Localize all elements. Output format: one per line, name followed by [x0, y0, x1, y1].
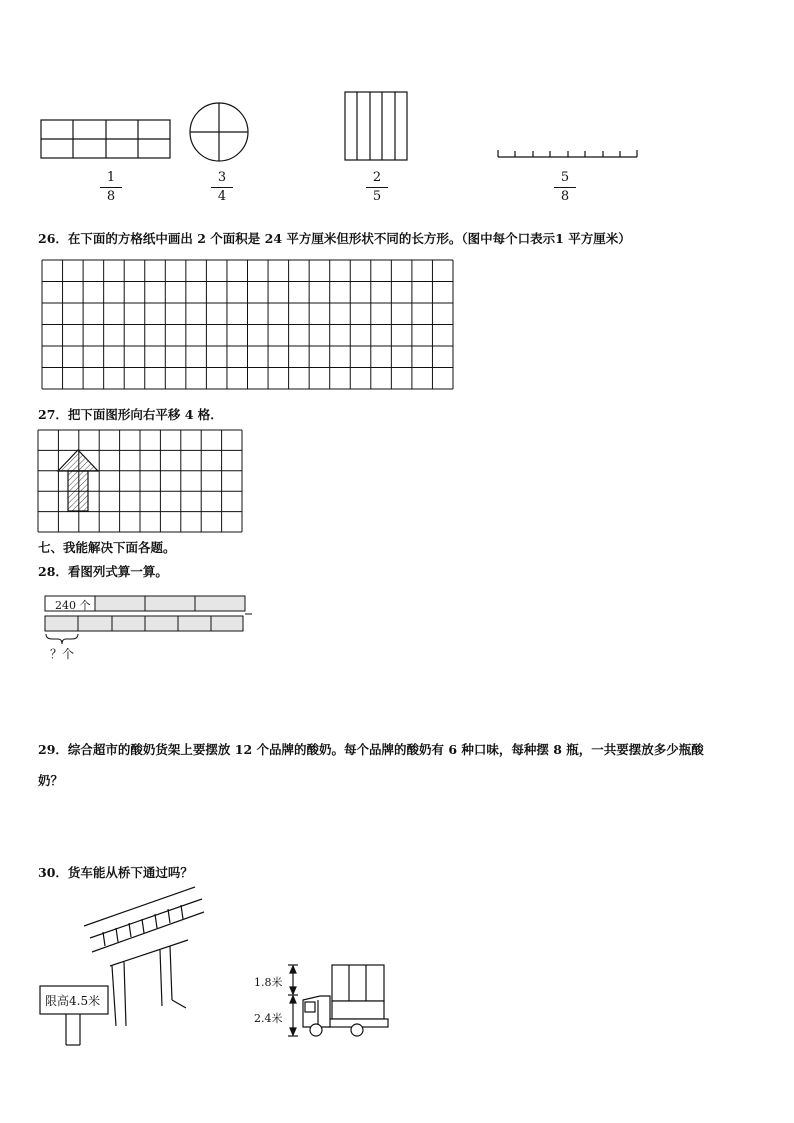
height-limit-sign: 限高4.5米 [45, 994, 101, 1008]
question-29-text-line2: 奶？ [38, 773, 64, 788]
question-26-text: 26．在下面的方格纸中画出 2 个面积是 24 平方厘米但形状不同的长方形。（图中每个口表示1 平方厘米） [38, 231, 631, 246]
fraction-denominator: 8 [106, 189, 116, 204]
fraction-numerator: 3 [217, 170, 227, 185]
fraction-numerator: 1 [106, 170, 116, 185]
question-28-text: 28．看图列式算一算。 [38, 564, 168, 579]
fraction-numerator: 2 [372, 170, 382, 185]
fraction-denominator: 4 [217, 189, 227, 204]
section-7-heading: 七、我能解决下面各题。 [38, 540, 176, 555]
question-29-text-line1: 29．综合超市的酸奶货架上要摆放 12 个品牌的酸奶。每个品牌的酸奶有 6 种口味，每种摆 8 瓶，一共要摆放多少瓶酸 [38, 742, 704, 757]
truck-upper-height-label: 1.8米 [254, 976, 283, 989]
question-30-text: 30．货车能从桥下通过吗？ [38, 865, 193, 880]
bar-top-label: 240 个 [55, 599, 91, 612]
truck-lower-height-label: 2.4米 [254, 1012, 283, 1025]
fraction-denominator: 8 [560, 189, 570, 204]
bar-unknown-label: ？个 [50, 647, 75, 661]
question-27-text: 27．把下面图形向右平移 4 格． [38, 407, 223, 422]
fraction-numerator: 5 [560, 170, 570, 185]
fraction-denominator: 5 [372, 189, 382, 204]
